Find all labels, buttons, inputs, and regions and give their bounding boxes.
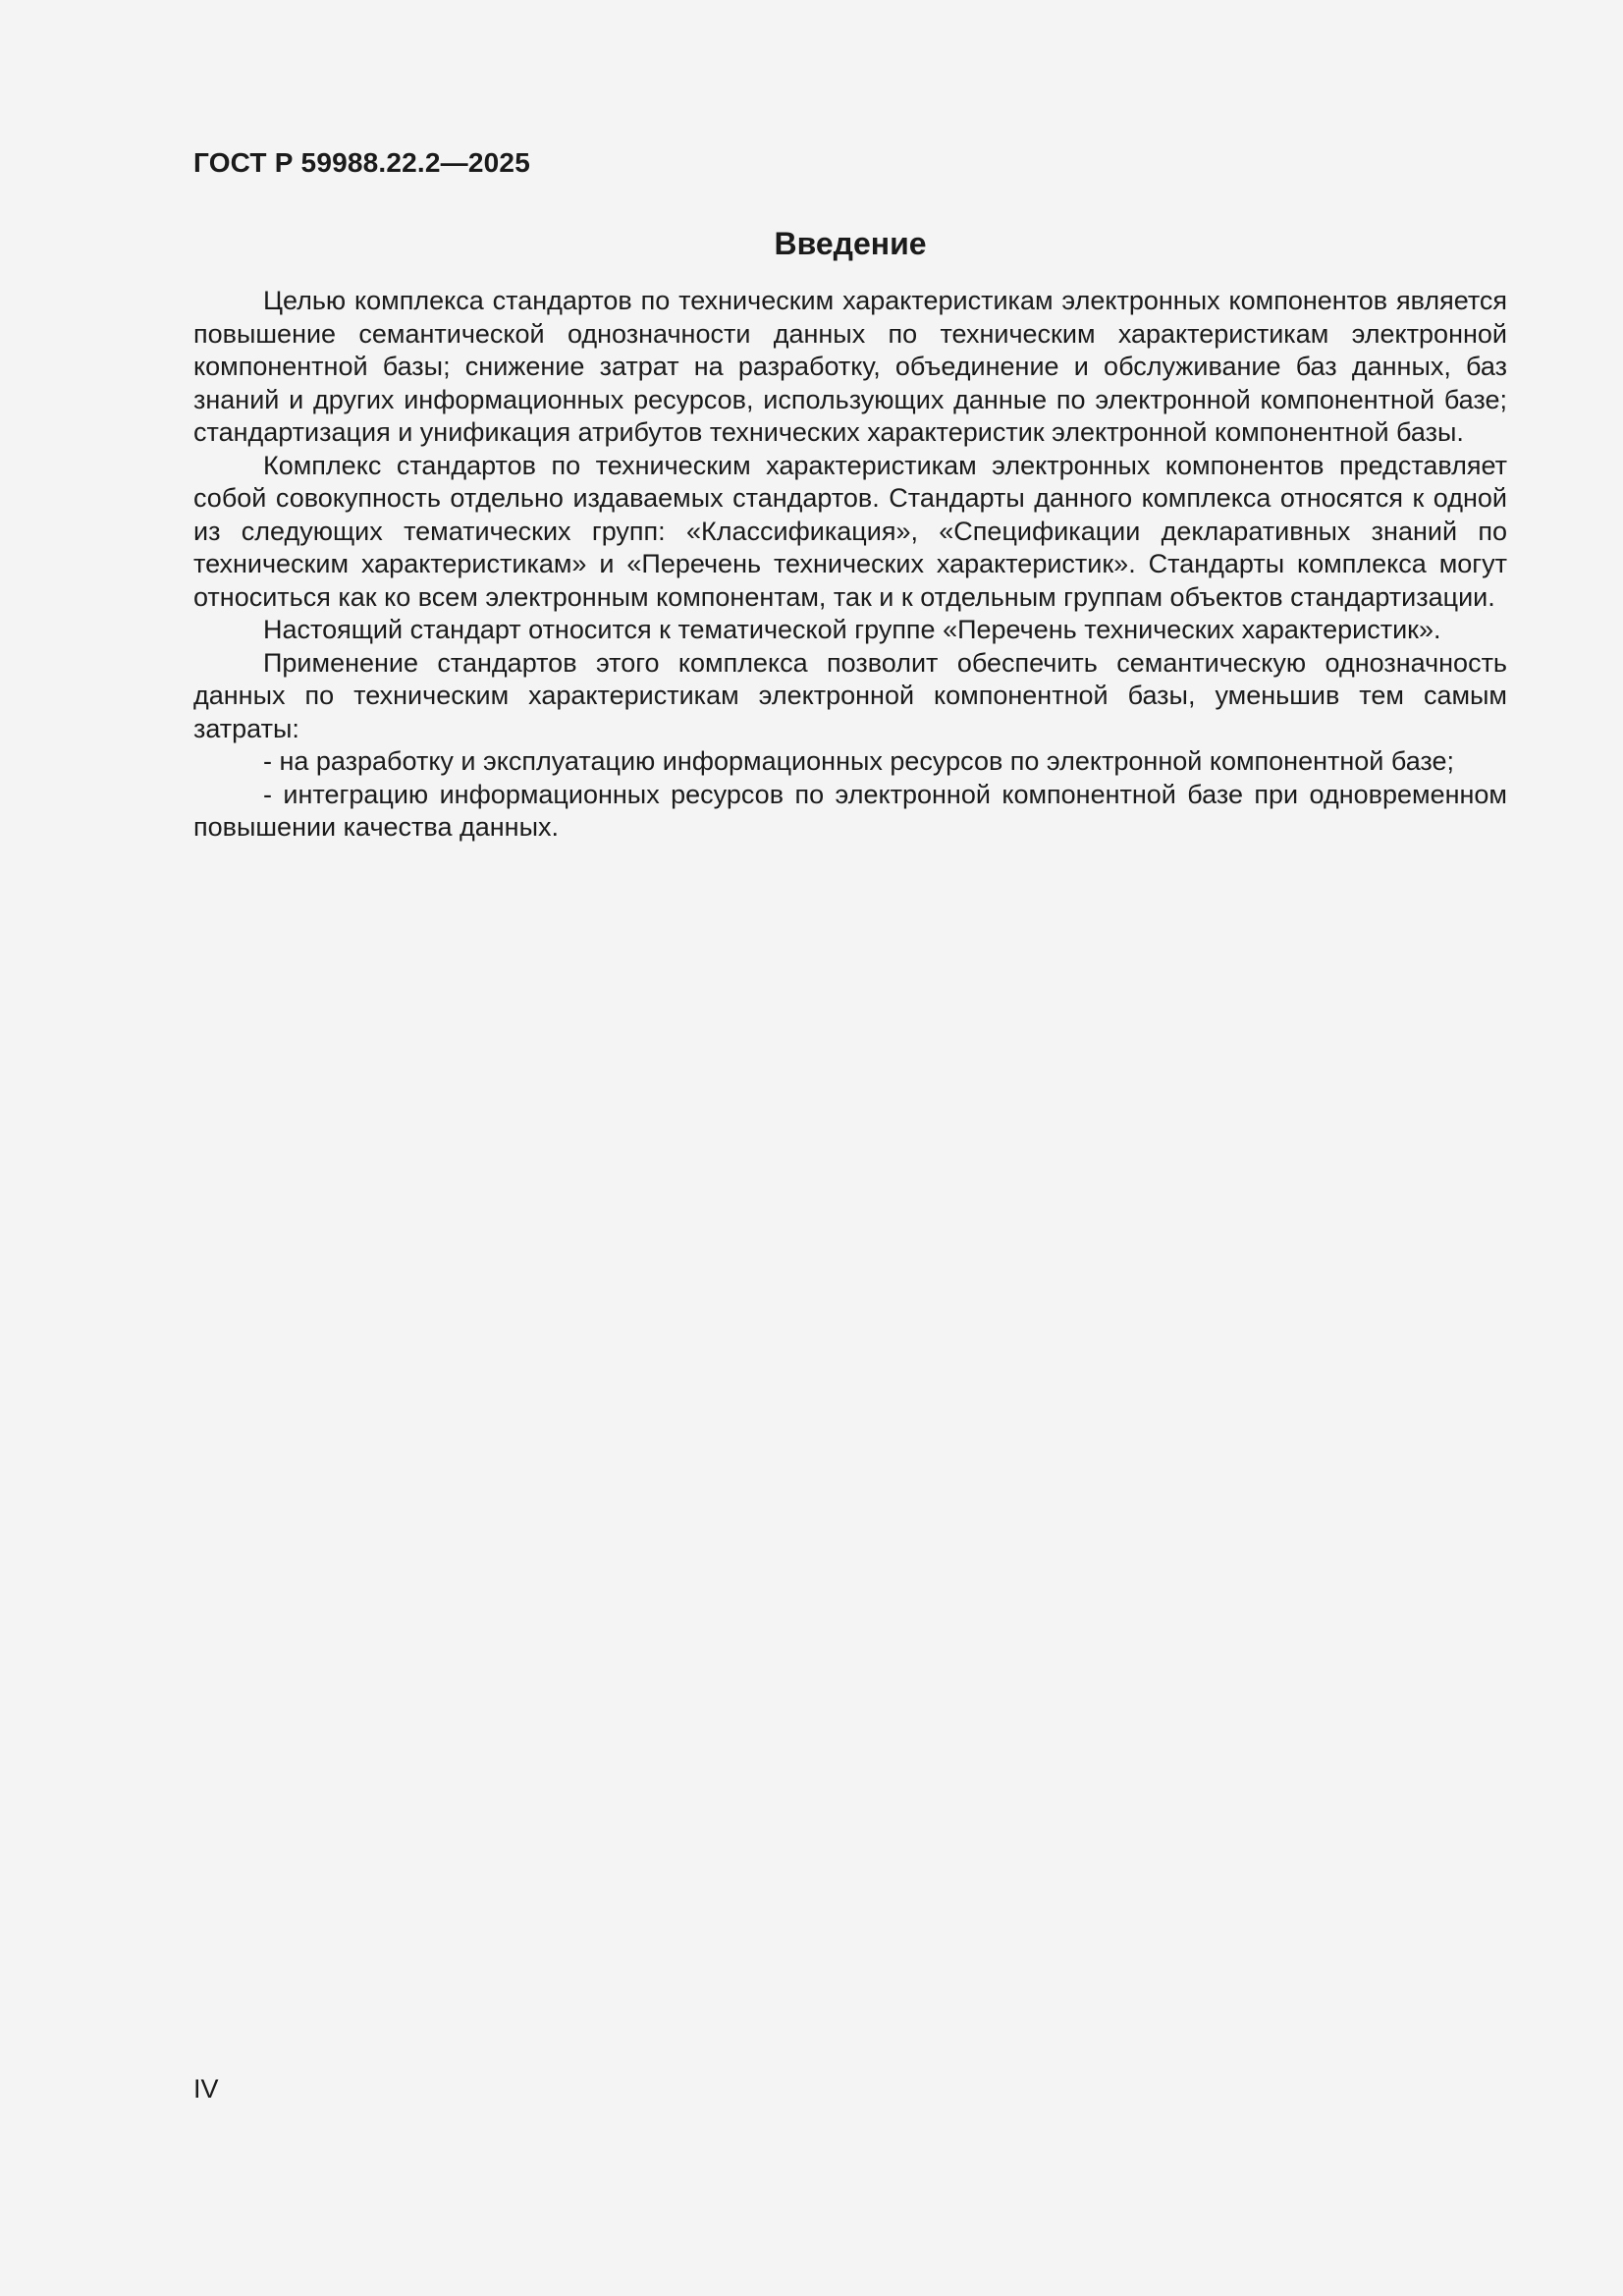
- list-item: - на разработку и эксплуатацию информационных ресурсов по электронной компонентной базе;: [263, 746, 1455, 776]
- page-number: IV: [193, 2074, 219, 2104]
- section-title: Введение: [774, 226, 927, 261]
- body-text: [193, 285, 1507, 845]
- document-header: ГОСТ Р 59988.22.2—2025: [193, 147, 530, 178]
- paragraph: Настоящий стандарт относится к тематической группе «Перечень технических характеристик».: [263, 615, 1441, 644]
- list-item: - интеграцию информационных ресурсов по электронной компонентной базе при одновременном повышении качества данных.: [193, 779, 1507, 842]
- paragraph: Целью комплекса стандартов по техническим характеристикам электронных компонентов является повышение семантической однозначности данных по техническим характеристикам электронной компонентной базы; снижение затрат на разработку, объединение и обслуживание баз данных, баз знаний и других информационных ресурсов, использующих данные по электронной компонентной базе; стандартизация и унификация атрибутов технических характеристик электронной компонентной базы.: [193, 286, 1507, 447]
- paragraph: Применение стандартов этого комплекса позволит обеспечить семантическую однозначность данных по техническим характеристикам электронной компонентной базы, уменьшив тем самым затраты:: [193, 647, 1507, 743]
- paragraph: Комплекс стандартов по техническим характеристикам электронных компонентов представляет собой совокупность отдельно издаваемых стандартов. Стандарты данного комплекса относятся к одной из следующих тематических групп: «Классификация», «Спецификации декларативных знаний по техническим характеристикам» и «Перечень технических характеристик». Стандарты комплекса могут относиться как ко всем электронным компонентам, так и к отдельным группам объектов стандартизации.: [193, 450, 1507, 612]
